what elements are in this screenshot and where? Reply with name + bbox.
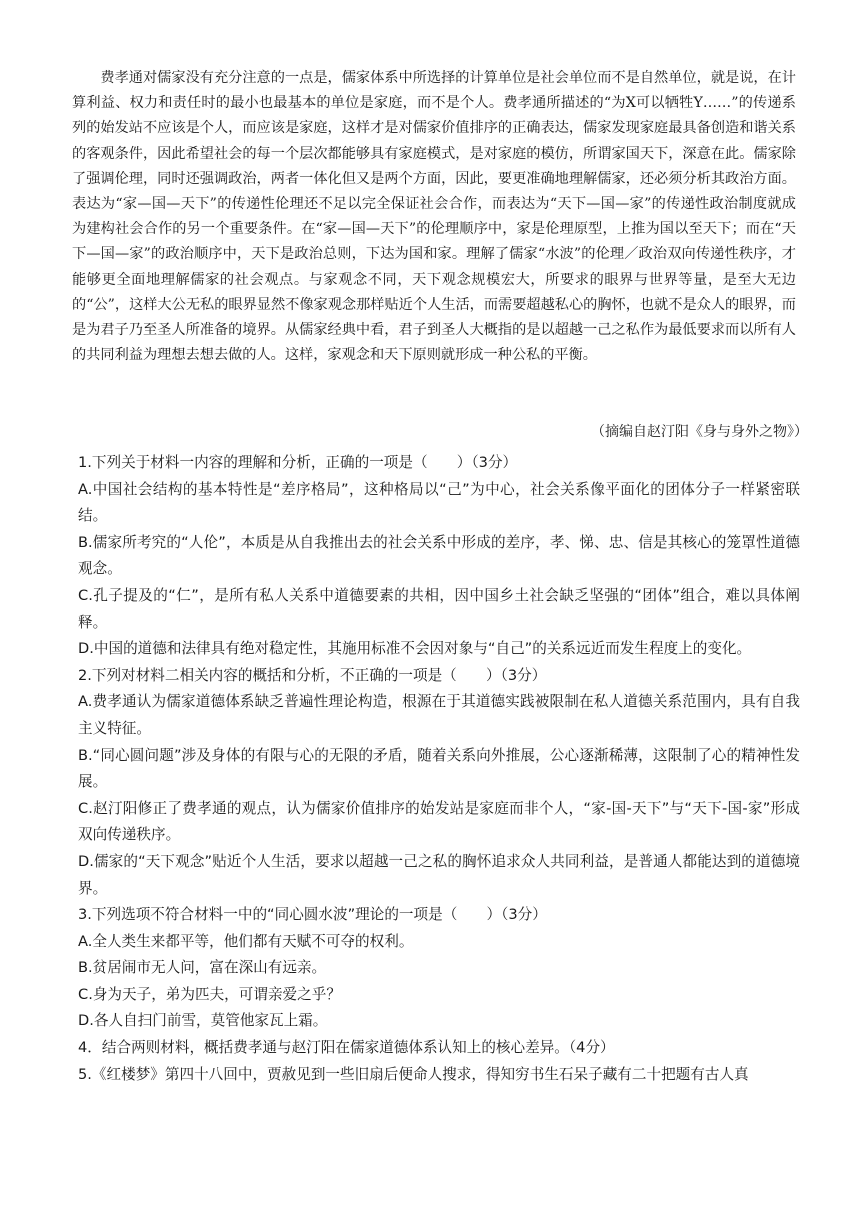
option-b: B.贫居闹市无人问，富在深山有远亲。 xyxy=(78,959,327,977)
option-a: A.全人类生来都平等，他们都有天赋不可夺的权利。 xyxy=(78,932,414,950)
passage-paragraph: 费孝通对儒家没有充分注意的一点是，儒家体系中所选择的计算单位是社会单位而不是自然单位，就是说，在计算利益、权力和责任时的最小也最基本的单位是家庭，而不是个人。费孝通所描述的“为X可以牺牲Y……”的传递系列的始发站不应该是个人，而应该是家庭，这样才是对儒家价值排序的正确表达，儒家发现家庭最具备创造和谐关系的客观条件，因此希望社会的每一个层次都能够具有家庭模式，是对家庭的模仿，所谓家国天下，深意在此。儒家除了强调伦理，同时还强调政治，两者一体化但又是两个方面，因此，要更准确地理解儒家，还必须分析其政治方面。表达为“家—国—天下”的传递性伦理还不足以完全保证社会合作，而表达为“天下—国—家”的传递性政治制度就成为建构社会合作的另一个重要条件。在“家—国—天下”的伦理顺序中，家是伦理原型，上推为国以至天下；而在“天下—国—家”的政治顺序中，天下是政治总则，下达为国和家。理解了儒家“水波”的伦理／政治双向传递性秩序，才能够更全面地理解儒家的社会观点。与家观念不同，天下观念规模宏大，所要求的眼界与世界等量，是至大无边的“公”，这样大公无私的眼界显然不像家观念那样贴近个人生活，而需要超越私心的胸怀，也就不是众人的眼界，而是为君子乃至圣人所准备的境界。从儒家经典中看，君子到圣人大概指的是以超越一己之私作为最低要求而以所有人的共同利益为理想去想去做的人。这样，家观念和天下原则就形成一种公私的平衡。 xyxy=(72,70,796,364)
question-stem: 2.下列对材料二相关内容的概括和分析，不正确的一项是（ ）（3分） xyxy=(78,666,547,684)
option-b: B.儒家所考究的“人伦”，本质是从自我推出去的社会关系中形成的差序，孝、悌、忠、信是其核心的笼罩性道德观念。 xyxy=(78,533,800,578)
option-a: A.费孝通认为儒家道德体系缺乏普遍性理论构造，根源在于其道德实践被限制在私人道德关系范围内，具有自我主义特征。 xyxy=(78,693,800,737)
question-1 xyxy=(78,450,800,663)
question-5 xyxy=(78,1062,800,1089)
question-2 xyxy=(78,663,800,902)
option-b: B.“同心圆问题”涉及身体的有限与心的无限的矛盾，随着关系向外推展，公心逐渐稀薄，这限制了心的精神性发展。 xyxy=(78,746,800,791)
question-stem: 5.《红楼梦》第四十八回中，贾赦见到一些旧扇后便命人搜求，得知穷书生石呆子藏有二十把题有古人真 xyxy=(78,1065,749,1083)
question-list xyxy=(78,450,800,1088)
question-stem: 1.下列关于材料一内容的理解和分析，正确的一项是（ ）（3分） xyxy=(78,454,518,471)
reading-passage xyxy=(72,66,796,368)
option-c: C.身为天子，弟为匹夫，可谓亲爱之乎？ xyxy=(78,985,341,1003)
question-stem: 4．结合两则材料，概括费孝通与赵汀阳在儒家道德体系认知上的核心差异。（4分） xyxy=(78,1039,615,1057)
option-c: C.赵汀阳修正了费孝通的观点，认为儒家价值排序的始发站是家庭而非个人，“家-国-天下”与“天下-国-家”形成双向传递秩序。 xyxy=(78,799,800,844)
question-3 xyxy=(78,902,800,1035)
option-d: D.儒家的“天下观念”贴近个人生活，要求以超越一己之私的胸怀追求众人共同利益，是普通人都能达到的道德境界。 xyxy=(78,852,800,897)
option-a: A.中国社会结构的基本特性是“差序格局”，这种格局以“己”为中心，社会关系像平面化的团体分子一样紧密联结。 xyxy=(78,480,800,525)
option-d: D.各人自扫门前雪，莫管他家瓦上霜。 xyxy=(78,1012,328,1030)
option-d: D.中国的道德和法律具有绝对稳定性，其施用标准不会因对象与“自己”的关系远近而发生程度上的变化。 xyxy=(78,640,752,658)
option-c: C.孔子提及的“仁”，是所有私人关系中道德要素的共相，因中国乡土社会缺乏坚强的“团体”组合，难以具体阐释。 xyxy=(78,586,800,631)
question-stem: 3.下列选项不符合材料一中的“同心圆水波”理论的一项是（ ）（3分） xyxy=(78,906,547,924)
question-4 xyxy=(78,1035,800,1062)
passage-source: （摘编自赵汀阳《身与身外之物》） xyxy=(591,424,808,440)
